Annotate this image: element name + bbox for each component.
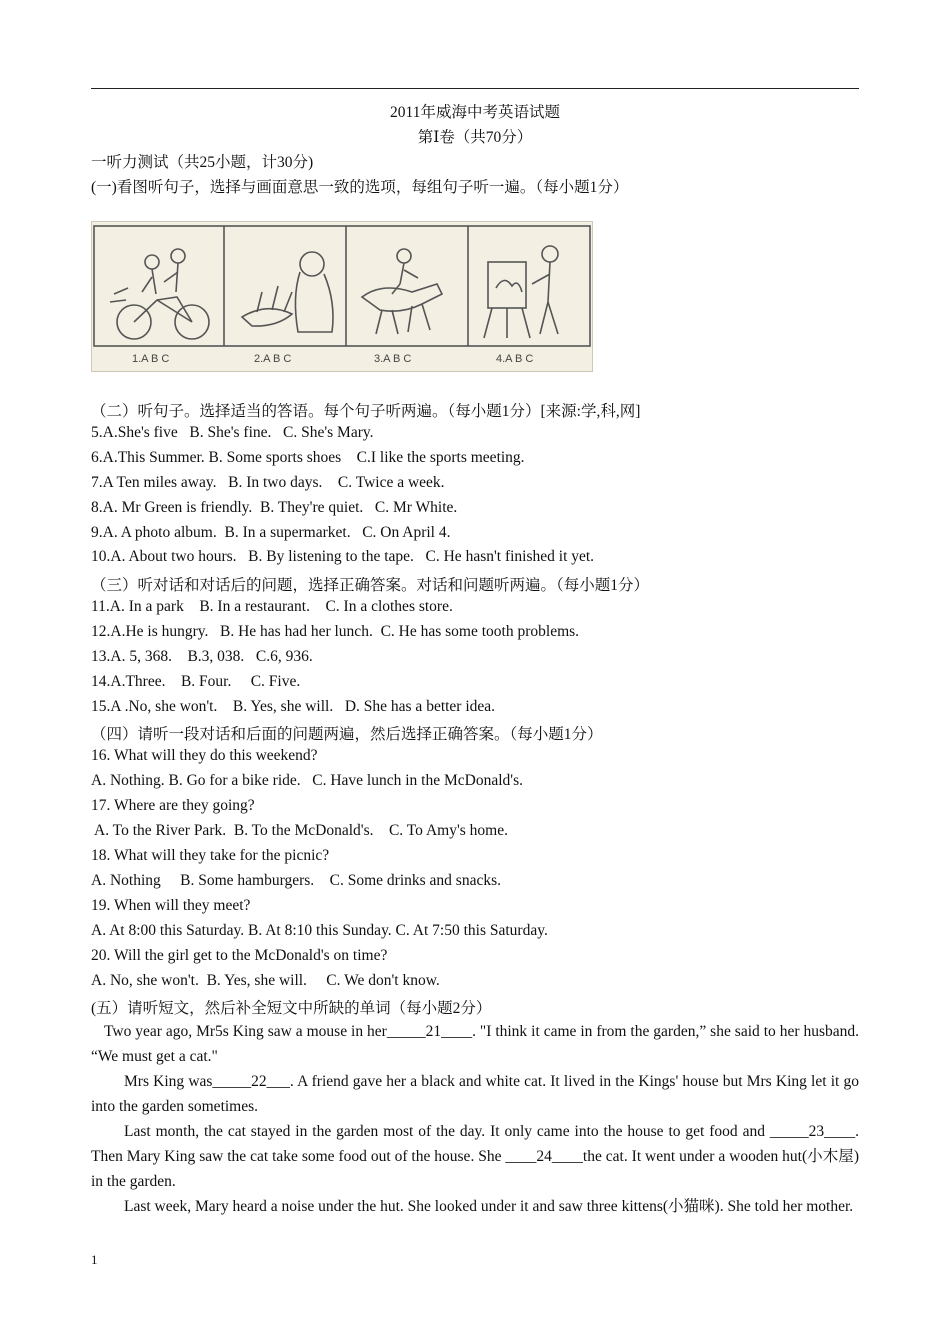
part1-heading: (一)看图听句子，选择与画面意思一致的选项，每组句子听一遍。（每小题1分） <box>91 179 629 196</box>
question-options: A. Nothing B. Some hamburgers. C. Some drinks and snacks. <box>91 872 502 889</box>
question-options: A. At 8:00 this Saturday. B. At 8:10 this Sunday. C. At 7:50 this Saturday. <box>91 922 548 939</box>
question-options: A. No, she won't. B. Yes, she will. C. We don't know. <box>91 972 440 989</box>
picture-panels <box>92 222 594 373</box>
question-item: 11.A. In a park B. In a restaurant. C. In a clothes store. <box>91 598 453 615</box>
question-item: 5.A.She's five B. She's fine. C. She's Mary. <box>91 424 374 441</box>
question-item: 7.A Ten miles away. B. In two days. C. Twice a week. <box>91 474 445 491</box>
question-options: A. To the River Park. B. To the McDonald's. C. To Amy's home. <box>91 822 508 839</box>
passage-text: Last week, Mary heard a noise under the hut. She looked under it and saw three kittens(小猫咪). She told her mother. <box>124 1198 854 1215</box>
picture-label-2: 2.A B C <box>254 353 292 365</box>
page-number: 1 <box>91 1252 98 1267</box>
question-stem: 17. Where are they going? <box>91 797 255 814</box>
part4-heading: （四）请听一段对话和后面的问题两遍，然后选择正确答案。（每小题1分） <box>91 726 603 743</box>
listening-picture <box>91 221 593 372</box>
part5-heading: (五）请听短文，然后补全短文中所缺的单词（每小题2分） <box>91 1000 492 1017</box>
question-stem: 18. What will they take for the picnic? <box>91 847 330 864</box>
question-options: A. Nothing. B. Go for a bike ride. C. Have lunch in the McDonald's. <box>91 772 523 789</box>
part3-heading: （三）听对话和对话后的问题，选择正确答案。对话和问题听两遍。（每小题1分） <box>91 577 650 594</box>
question-item: 6.A.This Summer. B. Some sports shoes C.I like the sports meeting. <box>91 449 525 466</box>
question-item: 12.A.He is hungry. B. He has had her lunch. C. He has some tooth problems. <box>91 623 580 640</box>
question-item: 9.A. A photo album. B. In a supermarket. C. On April 4. <box>91 524 451 541</box>
passage-text: Last month, the cat stayed in the garden most of the day. It only came into the house to get food and _____23____. Then Mary King saw the cat take some food out of the house. She ____24____the cat. It went under a wooden hut(小木屋) in the garden. <box>91 1123 859 1190</box>
question-stem: 16. What will they do this weekend? <box>91 747 318 764</box>
picture-label-4: 4.A B C <box>496 353 534 365</box>
question-stem: 19. When will they meet? <box>91 897 251 914</box>
passage-paragraph <box>91 1194 859 1219</box>
header-rule <box>91 88 859 89</box>
section-heading: 一听力测试（共25小题，计30分) <box>91 154 314 171</box>
passage-text: Two year ago, Mr5s King saw a mouse in her_____21____. "I think it came in from the garden,” she said to her husband. “We must get a cat." <box>91 1023 859 1065</box>
question-item: 13.A. 5, 368. B.3, 038. C.6, 936. <box>91 648 313 665</box>
passage-paragraph <box>91 1119 859 1194</box>
passage-paragraph <box>91 1069 859 1119</box>
question-item: 15.A .No, she won't. B. Yes, she will. D. She has a better idea. <box>91 698 496 715</box>
picture-label-3: 3.A B C <box>374 353 412 365</box>
question-item: 14.A.Three. B. Four. C. Five. <box>91 673 301 690</box>
passage-text: Mrs King was_____22___. A friend gave her a black and white cat. It lived in the Kings' house but Mrs King let it go into the garden sometimes. <box>91 1073 859 1115</box>
page-title: 2011年威海中考英语试题 <box>390 104 560 121</box>
question-item: 8.A. Mr Green is friendly. B. They're quiet. C. Mr White. <box>91 499 458 516</box>
question-stem: 20. Will the girl get to the McDonald's on time? <box>91 947 388 964</box>
part2-heading: （二）听句子。选择适当的答语。每个句子听两遍。（每小题1分）[来源:学,科,网] <box>91 403 641 420</box>
page-subtitle: 第Ⅰ卷（共70分） <box>417 129 533 146</box>
question-item: 10.A. About two hours. B. By listening to the tape. C. He hasn't finished it yet. <box>91 548 595 565</box>
picture-label-1: 1.A B C <box>132 353 170 365</box>
passage-paragraph <box>91 1019 859 1069</box>
